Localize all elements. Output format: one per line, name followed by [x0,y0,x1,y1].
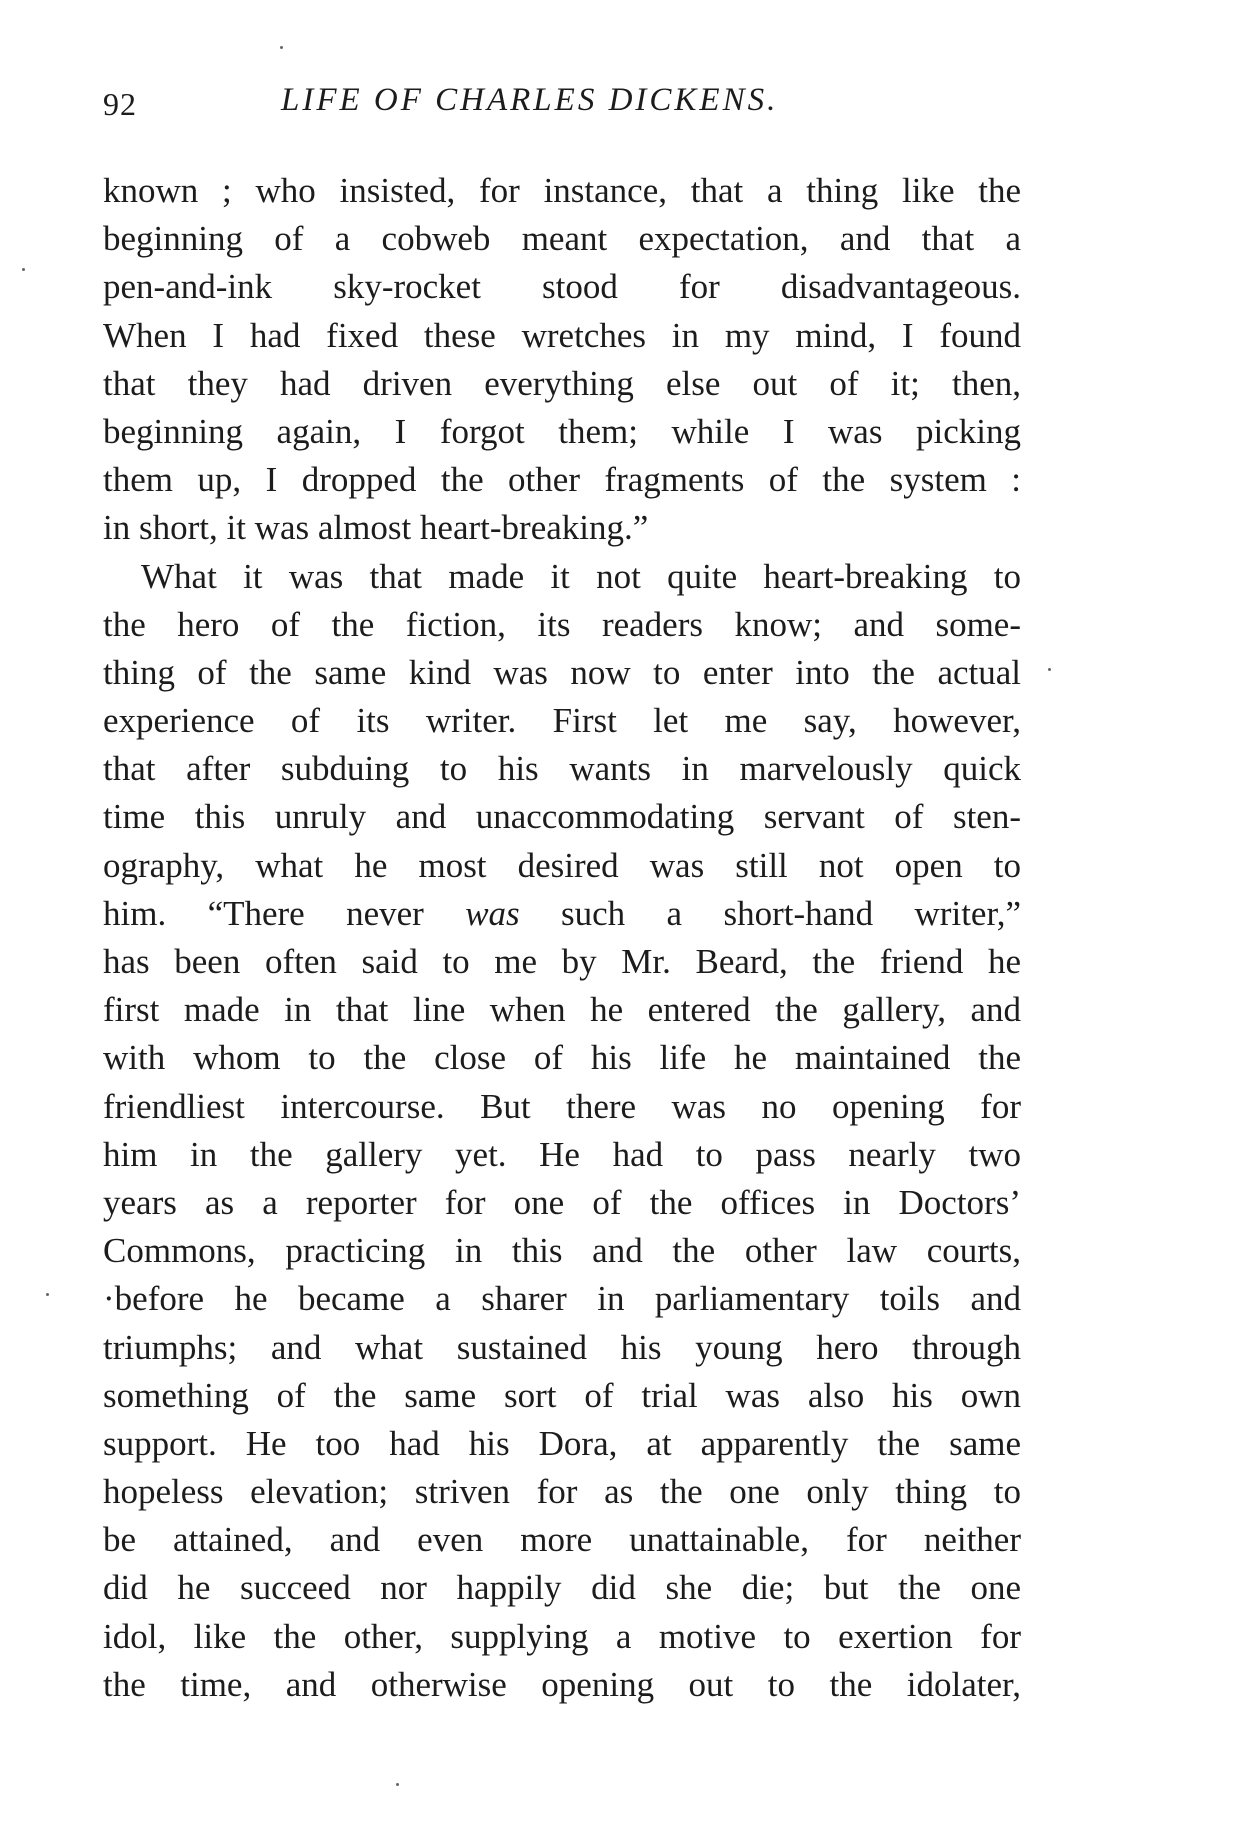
italic-word: was [465,893,520,933]
text-line: idol, like the other, supplying a motive to exertion for [103,1616,1021,1656]
text-line: ·before he became a sharer in parliamentary toils and [103,1279,1021,1319]
text-line: When I had fixed these wretches in my mind, I found [103,315,1021,355]
paper-speck [46,1293,49,1296]
text-line: the time, and otherwise opening out to the idolater, [103,1664,1021,1704]
text-line: experience of its writer. First let me say, however, [103,701,1021,741]
text-line: them up, I dropped the other fragments of the system : [103,460,1021,500]
text-line: with whom to the close of his life he maintained the [103,1038,1021,1078]
paper-speck [396,1783,399,1786]
paper-speck [22,268,25,271]
text-line: has been often said to me by Mr. Beard, the friend he [103,942,1021,981]
text-line: hopeless elevation; striven for as the one only thing to [103,1472,1021,1512]
text-line: known ; who insisted, for instance, that a thing like the [103,171,1021,210]
running-title: LIFE OF CHARLES DICKENS. [281,82,779,118]
line-segment: him. “There never [103,893,466,933]
text-line: did he succeed nor happily did she die; but the one [103,1568,1021,1608]
line-segment: such a short-hand writer,” [519,893,1021,933]
paper-speck [1048,668,1051,671]
text-line: friendliest intercourse. But there was no opening for [103,1086,1021,1126]
text-line: in short, it was almost heart-breaking.” [103,508,649,548]
text-line: something of the same sort of trial was also his own [103,1375,1021,1415]
text-line: ography, what he most desired was still not open to [103,845,1021,885]
text-line-with-italic [103,890,1021,938]
body-text [103,167,1021,1709]
text-line: time this unruly and unaccommodating servant of sten- [103,797,1021,837]
text-line: triumphs; and what sustained his young hero through [103,1327,1021,1367]
text-line: be attained, and even more unattainable, for neither [103,1520,1021,1560]
text-line: the hero of the fiction, its readers know; and some- [103,604,1021,644]
text-line: years as a reporter for one of the offices in Doctors’ [103,1182,1021,1222]
text-line: beginning of a cobweb meant expectation, and that a [103,219,1021,259]
paragraph-start-line: What it was that made it not quite heart-breaking to [141,556,1021,596]
text-line: pen-and-ink sky-rocket stood for disadvantageous. [103,267,1021,307]
text-line: thing of the same kind was now to enter into the actual [103,652,1021,692]
text-line: support. He too had his Dora, at apparently the same [103,1423,1021,1463]
text-line: Commons, practicing in this and the other law courts, [103,1231,1021,1271]
text-line: that after subduing to his wants in marvelously quick [103,749,1021,789]
page-number: 92 [103,86,137,122]
text-line: beginning again, I forgot them; while I was picking [103,411,1021,451]
paper-speck [280,46,283,49]
text-line: that they had driven everything else out of it; then, [103,363,1021,403]
text-line: him in the gallery yet. He had to pass nearly two [103,1134,1021,1174]
text-line: first made in that line when he entered the gallery, and [103,990,1021,1030]
running-head [103,82,1021,132]
